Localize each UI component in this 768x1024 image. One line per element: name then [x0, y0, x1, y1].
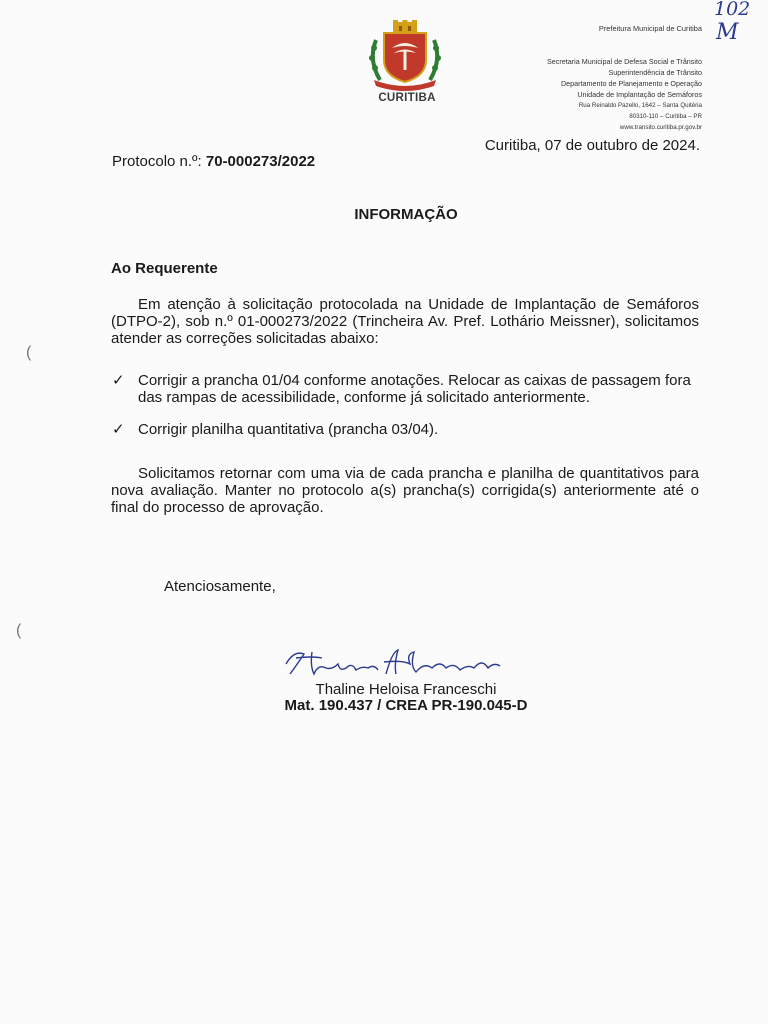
intro-text: Em atenção à solicitação protocolada na Unidade de Implantação de Semáforos (DTPO-2), sob n.º 01-000273/2022 (Trincheira Av. Pref. Lothário Meissner), solicitamos atender as correções solicitadas abaixo:	[111, 296, 699, 347]
municipality-name: Prefeitura Municipal de Curitiba	[598, 24, 702, 33]
handwritten-signature	[282, 644, 522, 680]
address-line: 80310-110 – Curitiba – PR	[629, 113, 702, 120]
initials-annotation: M	[716, 20, 739, 45]
address-line: Rua Reinaldo Pazello, 1642 – Santa Quitéria	[578, 102, 702, 109]
check-item	[112, 421, 700, 438]
closing-paragraph	[111, 465, 699, 516]
date-line: Curitiba, 07 de outubro de 2024.	[484, 137, 700, 154]
check-item	[112, 372, 700, 406]
department-line: Secretaria Municipal de Defesa Social e Trânsito	[546, 57, 702, 66]
scan-mark: (	[16, 622, 22, 639]
scan-mark: (	[26, 344, 32, 361]
page-number-annotation: 102	[714, 0, 751, 20]
department-line: Superintendência de Trânsito	[608, 68, 702, 77]
crest-label: CURITIBA	[378, 92, 436, 104]
signatory-registration: Mat. 190.437 / CREA PR-190.045-D	[284, 697, 528, 714]
department-line: Departamento de Planejamento e Operação	[560, 79, 702, 88]
intro-paragraph	[111, 296, 699, 347]
signatory-name: Thaline Heloisa Franceschi	[315, 681, 497, 698]
curitiba-coat-of-arms-icon	[366, 20, 444, 92]
checkmark-icon: ✓	[112, 421, 125, 438]
sign-off: Atenciosamente,	[164, 578, 276, 595]
protocol-label: Protocolo n.º:	[112, 153, 202, 170]
check-item-text: Corrigir planilha quantitativa (prancha 03/04).	[138, 421, 439, 438]
department-block	[470, 56, 702, 133]
check-item-text: Corrigir a prancha 01/04 conforme anotações. Relocar as caixas de passagem fora das rampas de acessibilidade, conforme já solicitado anteriormente.	[138, 372, 691, 406]
checkmark-icon: ✓	[112, 372, 125, 389]
website-line: www.transito.curitiba.pr.gov.br	[619, 124, 702, 131]
closing-text: Solicitamos retornar com uma via de cada prancha e planilha de quantitativos para nova avaliação. Manter no protocolo a(s) prancha(s) corrigida(s) anteriormente até o final do processo de aprovação.	[111, 465, 699, 516]
recipient-line: Ao Requerente	[111, 260, 218, 277]
document-heading: INFORMAÇÃO	[354, 206, 458, 223]
protocol-number: 70-000273/2022	[205, 153, 316, 170]
department-line: Unidade de Implantação de Semáforos	[577, 90, 702, 99]
protocol-line	[112, 153, 315, 170]
